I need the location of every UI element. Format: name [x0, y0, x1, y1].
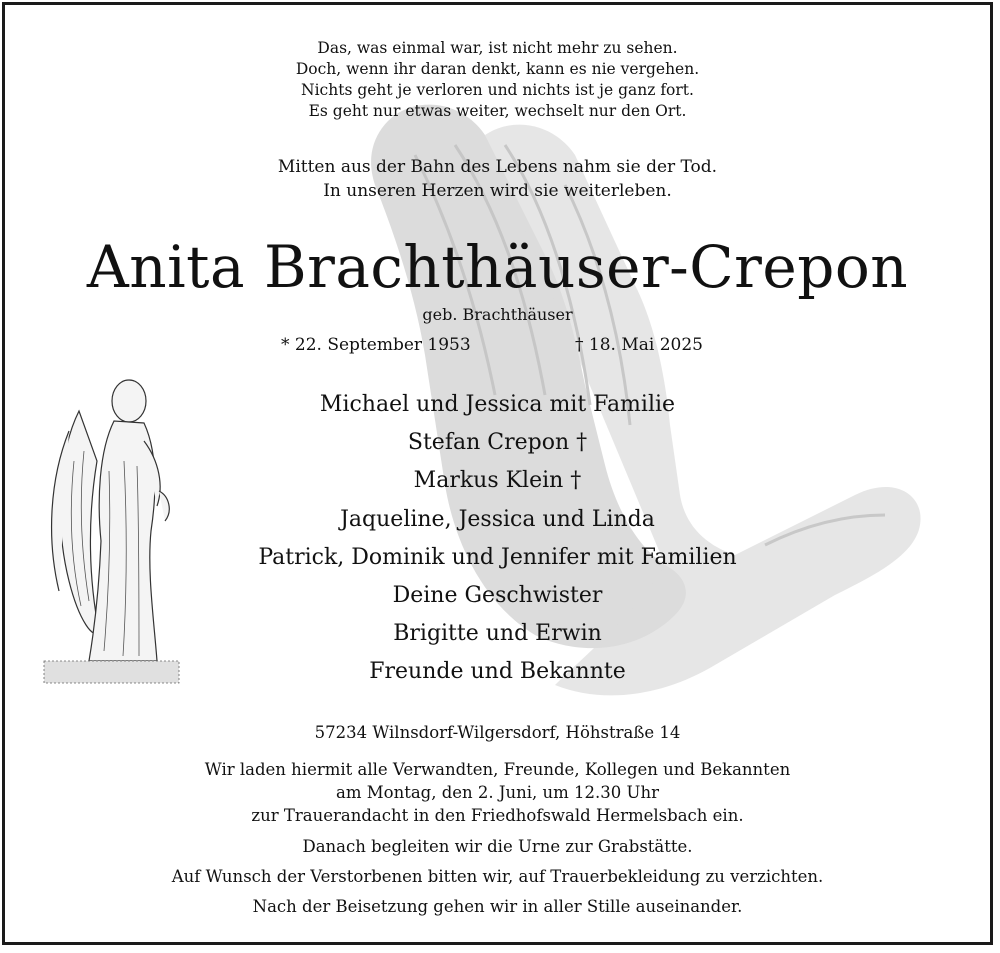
poem-line: Das, was einmal war, ist nicht mehr zu sehen.: [317, 39, 678, 57]
note-line: Nach der Beisetzung gehen wir in aller Stille auseinander.: [252, 897, 743, 916]
mourner-line: Patrick, Dominik und Jennifer mit Familien: [258, 545, 737, 570]
address: 57234 Wilnsdorf-Wilgersdorf, Höhstraße 14: [314, 723, 681, 742]
mourner-line: Michael und Jessica mit Familie: [319, 392, 676, 417]
poem-line: Doch, wenn ihr daran denkt, kann es nie vergehen.: [295, 60, 700, 78]
poem-line: Es geht nur etwas weiter, wechselt nur den Ort.: [308, 102, 687, 120]
intro-line: Mitten aus der Bahn des Lebens nahm sie der Tod.: [277, 157, 718, 177]
birth-name: geb. Brachthäuser: [422, 305, 573, 324]
note-line: Danach begleiten wir die Urne zur Grabstätte.: [302, 837, 693, 856]
mourner-line: Brigitte und Erwin: [393, 621, 602, 646]
note-line: Auf Wunsch der Verstorbenen bitten wir, auf Trauerbekleidung zu verzichten.: [171, 867, 824, 886]
invitation-line: zur Trauerandacht in den Friedhofswald Hermelsbach ein.: [251, 806, 744, 825]
mourner-line: Markus Klein †: [413, 468, 582, 493]
deceased-name: Anita Brachthäuser-Crepon: [86, 233, 909, 301]
death-date: † 18. Mai 2025: [575, 335, 703, 355]
mourner-line: Deine Geschwister: [392, 583, 603, 608]
mourner-line: Jaqueline, Jessica und Linda: [340, 507, 655, 532]
invitation-line: Wir laden hiermit alle Verwandten, Freunde, Kollegen und Bekannten: [204, 760, 791, 779]
obituary-frame: [2, 2, 993, 945]
mourner-line: Freunde und Bekannte: [369, 659, 626, 684]
poem-line: Nichts geht je verloren und nichts ist je ganz fort.: [301, 81, 694, 99]
birth-date: * 22. September 1953: [281, 335, 471, 355]
intro-line: In unseren Herzen wird sie weiterleben.: [323, 181, 672, 201]
invitation-line: am Montag, den 2. Juni, um 12.30 Uhr: [336, 783, 659, 802]
mourner-line: Stefan Crepon †: [407, 430, 588, 455]
